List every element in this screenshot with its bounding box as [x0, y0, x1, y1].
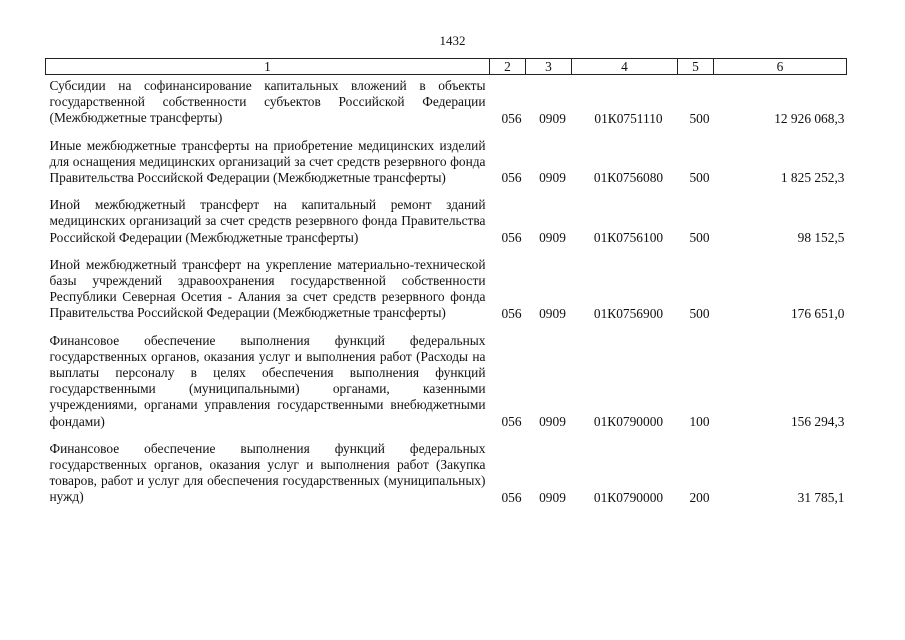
budget-table	[45, 58, 847, 506]
table-row	[46, 75, 847, 127]
column-header: 1	[46, 59, 490, 75]
row-section-code: 0909	[539, 489, 566, 505]
row-expense-type: 500	[689, 110, 710, 126]
row-spacer	[46, 186, 847, 194]
row-expense-type: 100	[689, 413, 710, 429]
row-target-article: 01К0751110	[594, 110, 663, 126]
row-amount: 156 294,3	[790, 413, 845, 429]
row-spacer	[46, 430, 847, 438]
row-spacer	[46, 127, 847, 135]
row-amount: 31 785,1	[797, 489, 845, 505]
row-section-code: 0909	[539, 305, 566, 321]
row-description: Иной межбюджетный трансферт на укрепление материально-технической базы учреждений здравоохранения государственной собственности Республики Северная Осетия - Алания за счет средств резервного фонда Правительства Российской Федерации (Межбюджетные трансферты)	[49, 256, 486, 321]
row-expense-type: 500	[689, 229, 710, 245]
row-description: Иные межбюджетные трансферты на приобретение медицинских изделий для оснащения медицинских организаций за счет средств резервного фонда Правительства Российской Федерации (Межбюджетные трансферты)	[49, 137, 486, 186]
row-amount: 176 651,0	[790, 305, 845, 321]
table-row	[46, 254, 847, 322]
row-ministry-code: 056	[501, 110, 522, 126]
row-target-article: 01К0756900	[593, 305, 664, 321]
row-expense-type: 500	[689, 170, 710, 186]
row-section-code: 0909	[539, 229, 566, 245]
row-description: Иной межбюджетный трансферт на капитальный ремонт зданий медицинских организаций за счет средств резервного фонда Правительства Российской Федерации (Межбюджетные трансферты)	[49, 197, 486, 245]
table-row	[46, 330, 847, 430]
row-expense-type: 200	[689, 489, 710, 505]
table-row	[46, 438, 847, 506]
row-ministry-code: 056	[501, 413, 522, 429]
table-header	[46, 59, 847, 75]
row-amount: 98 152,5	[797, 229, 845, 245]
row-target-article: 01К0756080	[593, 170, 664, 186]
row-amount: 1 825 252,3	[780, 170, 845, 186]
row-spacer	[46, 322, 847, 330]
table-row	[46, 194, 847, 246]
row-section-code: 0909	[539, 110, 566, 126]
table-body	[46, 75, 847, 506]
row-target-article: 01К0790000	[593, 413, 664, 429]
row-spacer	[46, 246, 847, 254]
row-target-article: 01К0756100	[593, 229, 664, 245]
column-header: 6	[714, 59, 847, 75]
row-expense-type: 500	[689, 305, 710, 321]
row-description: Субсидии на софинансирование капитальных вложений в объекты государственной собственности субъектов Российской Федерации (Межбюджетные трансферты)	[49, 78, 486, 126]
row-target-article: 01К0790000	[593, 489, 664, 505]
row-section-code: 0909	[539, 413, 566, 429]
row-ministry-code: 056	[501, 170, 522, 186]
column-header: 3	[526, 59, 572, 75]
row-ministry-code: 056	[501, 229, 522, 245]
row-section-code: 0909	[539, 170, 566, 186]
row-amount: 12 926 068,3	[774, 110, 845, 126]
page-number: 1432	[439, 33, 466, 48]
column-header: 5	[678, 59, 714, 75]
row-description: Финансовое обеспечение выполнения функций федеральных государственных органов, оказания услуг и выполнения работ (Расходы на выплаты персоналу в целях обеспечения выполнения функций государственными (муниципальными) органами, казенными учреждениями, органами управления государственными внебюджетными фондами)	[49, 332, 486, 429]
row-ministry-code: 056	[501, 305, 522, 321]
column-header: 2	[490, 59, 526, 75]
column-header: 4	[572, 59, 678, 75]
row-description: Финансовое обеспечение выполнения функций федеральных государственных органов, оказания услуг и выполнения работ (Закупка товаров, работ и услуг для обеспечения государственных (муниципальных) нужд)	[49, 440, 486, 505]
row-ministry-code: 056	[501, 489, 522, 505]
header-row	[46, 59, 847, 75]
table-row	[46, 135, 847, 187]
